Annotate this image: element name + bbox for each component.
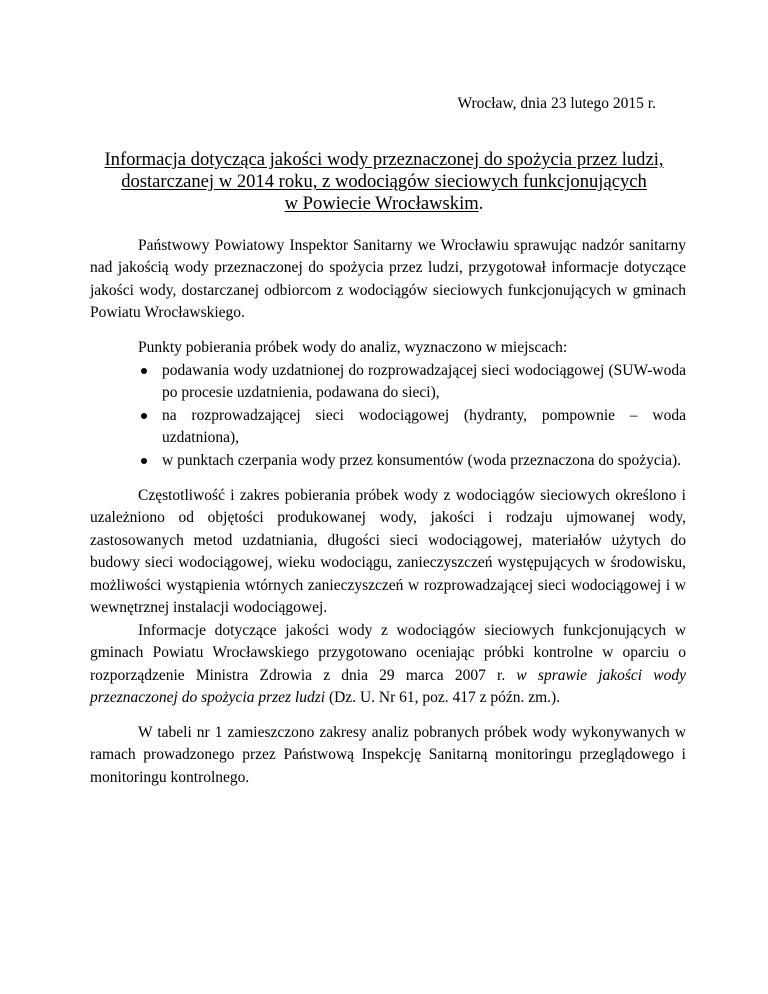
title-line-3: w Powiecie Wrocławskim. <box>284 193 484 214</box>
paragraph-quality-information: Informacje dotyczące jakości wody z wodociągów sieciowych funkcjonujących w gminach Powiatu Wrocławskiego przygotowano oceniając próbki kontrolne w oparciu o rozporządzenie Ministra Zdrowia z dnia 29 marca 2007 r. w sprawie jakości wody przeznaczonej do spożycia przez ludzi (Dz. U. Nr 61, poz. 417 z późn. zm.). <box>90 622 686 707</box>
date-line: Wrocław, dnia 23 lutego 2015 r. <box>457 95 656 112</box>
list-item: w punktach czerpania wody przez konsumentów (woda przeznaczona do spożycia). <box>138 450 686 472</box>
paragraph-sampling-frequency: Częstotliwość i zakres pobierania próbek wody z wodociągów sieciowych określono i uzależniono od objętości produkowanej wody, jakości i rodzaju ujmowanej wody, zastosowanych metod uzdatniania, długości sieci wodociągowej, materiałów użytych do budowy sieci wodociągowej, wieku wodociągu, zanieczyszczeń występujących w środowisku, możliwości wystąpienia wtórnych zanieczyszczeń w rozprowadzającej sieci wodociągowej i w wewnętrznej instalacji wodociągowej. <box>90 487 686 617</box>
regulation-title: w sprawie jakości wody przeznaczonej do spożycia przez ludzi <box>90 666 686 707</box>
paragraph-table-reference: W tabeli nr 1 zamieszczono zakresy analiz pobranych próbek wody wykonywanych w ramach prowadzonego przez Państwową Inspekcję Sanitarną monitoringu przeglądowego i monitoringu kontrolnego. <box>90 724 686 786</box>
title-line-1: Informacja dotycząca jakości wody przeznaczonej do spożycia przez ludzi, <box>104 149 664 170</box>
bullet-icon <box>141 458 147 464</box>
title-line-2: dostarczanej w 2014 roku, z wodociągów sieciowych funkcjonujących <box>121 171 647 192</box>
title-period: . <box>478 193 484 214</box>
sampling-points-list <box>138 360 686 472</box>
bullet-icon <box>141 413 147 419</box>
bullet-icon <box>141 368 147 374</box>
list-item: na rozprowadzającej sieci wodociągowej (hydranty, pompownie – woda uzdatniona), <box>138 405 686 450</box>
paragraph-inspector-intro: Państwowy Powiatowy Inspektor Sanitarny we Wrocławiu sprawując nadzór sanitarny nad jakością wody przeznaczonej do spożycia przez ludzi, przygotował informacje dotyczące jakości wody, dostarczanej odbiorcom z wodociągów sieciowych funkcjonujących w gminach Powiatu Wrocławskiego. <box>90 237 686 322</box>
list-item: podawania wody uzdatnionej do rozprowadzającej sieci wodociągowej (SUW-woda po procesie uzdatnienia, podawana do sieci), <box>138 360 686 405</box>
document-title <box>72 149 696 215</box>
paragraph-sampling-points-intro: Punkty pobierania próbek wody do analiz, wyznaczono w miejscach: <box>138 339 568 356</box>
